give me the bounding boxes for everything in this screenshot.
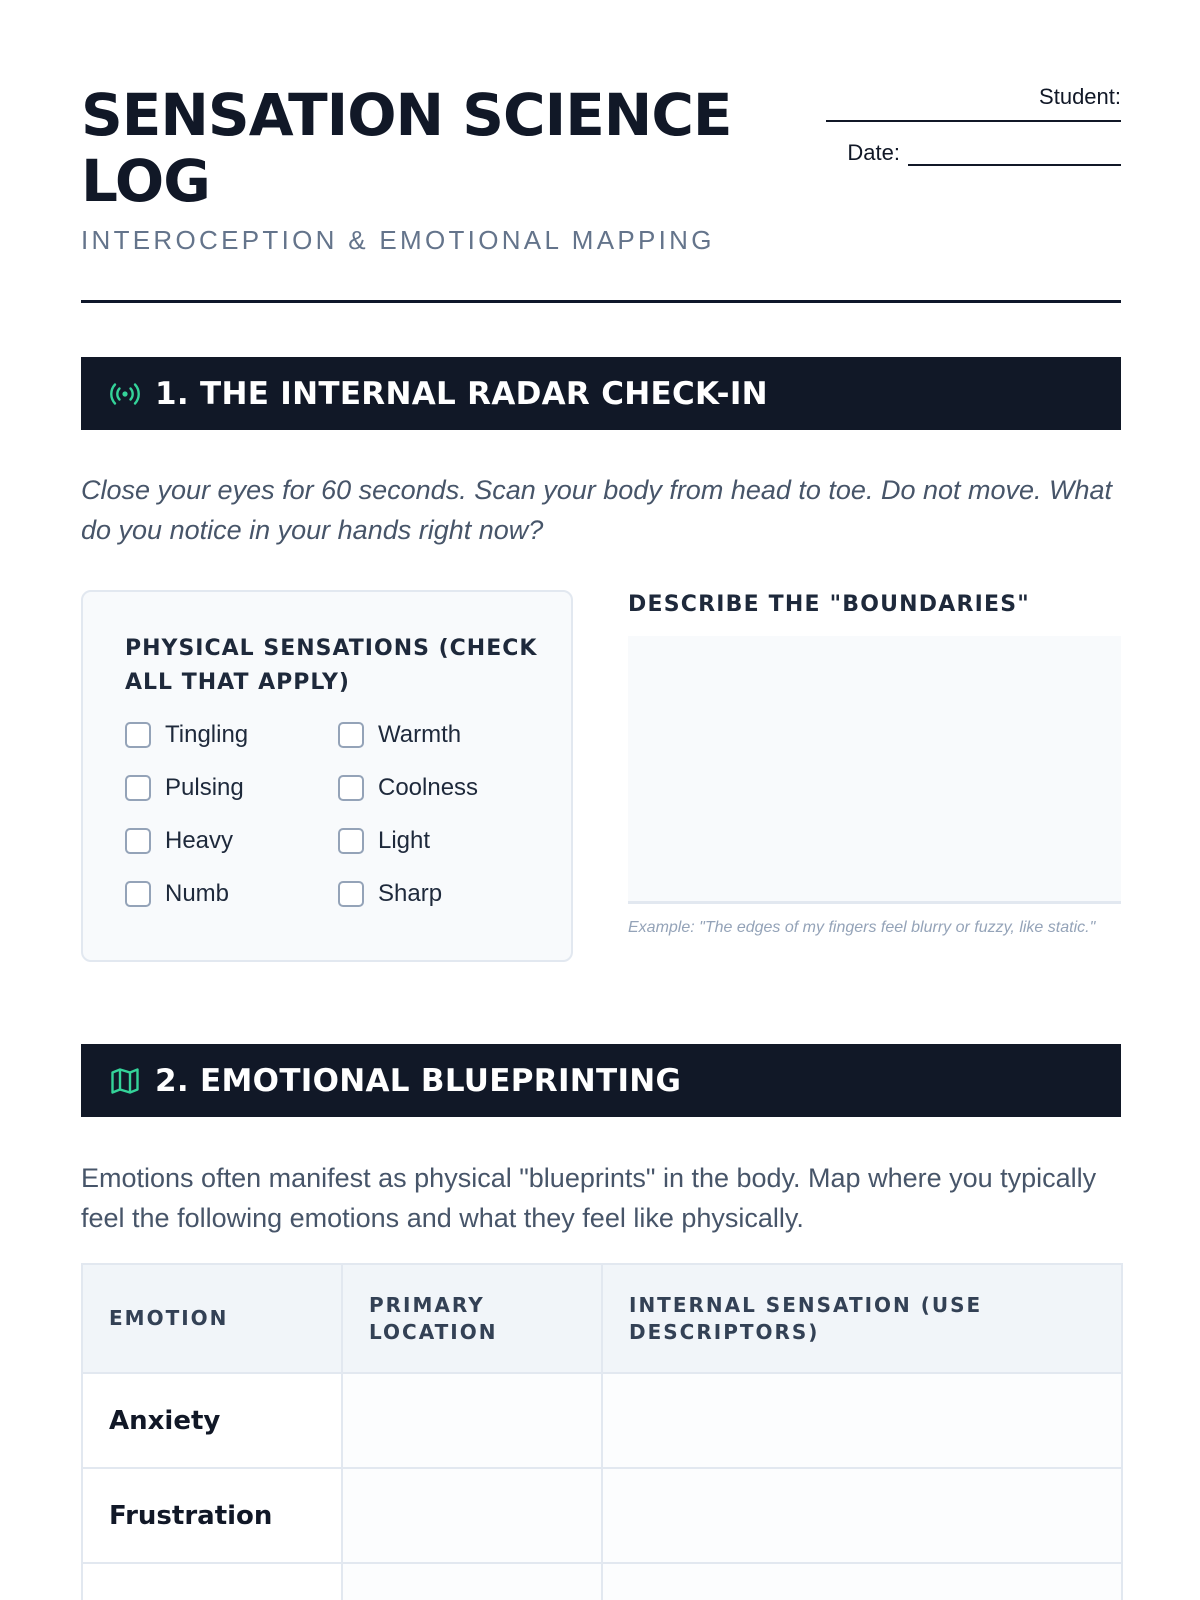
section-2-title: 2. EMOTIONAL BLUEPRINTING — [155, 1062, 682, 1099]
column-header-emotion: EMOTION — [82, 1264, 342, 1373]
checklist-item-label: Sharp — [378, 879, 443, 907]
section-1-instruction: Close your eyes for 60 seconds. Scan your body from head to toe. Do not move. What do you notice in your hands right now? — [81, 475, 1113, 545]
student-name-line[interactable] — [826, 120, 1121, 122]
header-divider — [81, 300, 1121, 303]
date-line[interactable] — [908, 164, 1121, 166]
emotion-cell: Frustration — [82, 1468, 342, 1563]
student-label: Student: — [1039, 84, 1121, 109]
checklist-item-coolness[interactable] — [338, 773, 538, 802]
checkbox[interactable] — [338, 881, 364, 907]
checkbox[interactable] — [125, 828, 151, 854]
date-label: Date: — [847, 140, 900, 165]
checklist-item-label: Numb — [165, 879, 230, 907]
checklist-item-label: Heavy — [165, 826, 234, 854]
checklist-item-numb[interactable] — [125, 879, 338, 908]
checklist-item-sharp[interactable] — [338, 879, 538, 908]
section-1-title: 1. THE INTERNAL RADAR CHECK-IN — [155, 375, 768, 412]
checklist-item-label: Light — [378, 826, 431, 854]
table-row — [82, 1373, 1122, 1468]
checklist-item-tingling[interactable] — [125, 720, 338, 749]
boundaries-textarea[interactable] — [628, 636, 1121, 904]
checkbox[interactable] — [338, 722, 364, 748]
table-row — [82, 1468, 1122, 1563]
checkbox[interactable] — [338, 775, 364, 801]
checklist-item-label: Tingling — [165, 720, 249, 748]
sensation-checklist-card — [81, 590, 573, 962]
page-subtitle: INTEROCEPTION & EMOTIONAL MAPPING — [81, 225, 715, 255]
emotion-cell: Anxiety — [82, 1373, 342, 1468]
sensation-input-cell[interactable] — [602, 1373, 1122, 1468]
checkbox[interactable] — [338, 828, 364, 854]
checklist-grid — [125, 720, 571, 908]
checklist-item-warmth[interactable] — [338, 720, 538, 749]
checkbox[interactable] — [125, 881, 151, 907]
table-header-row — [82, 1264, 1122, 1373]
checkbox[interactable] — [125, 722, 151, 748]
checklist-item-label: Warmth — [378, 720, 462, 748]
page-title: SENSATION SCIENCE LOG — [81, 81, 732, 215]
section-1-header — [81, 357, 1121, 430]
table-row — [82, 1563, 1122, 1600]
emotion-cell — [82, 1563, 342, 1600]
sensation-input-cell[interactable] — [602, 1563, 1122, 1600]
boundaries-example-hint: Example: "The edges of my fingers feel blurry or fuzzy, like static." — [628, 919, 1096, 936]
location-input-cell[interactable] — [342, 1563, 602, 1600]
checklist-item-heavy[interactable] — [125, 826, 338, 855]
title-block — [81, 81, 761, 255]
boundaries-label: DESCRIBE THE "BOUNDARIES" — [628, 592, 1030, 617]
date-row — [821, 138, 1121, 168]
radar-icon — [109, 378, 141, 410]
sensation-input-cell[interactable] — [602, 1468, 1122, 1563]
checklist-item-label: Pulsing — [165, 773, 244, 801]
column-header-location: PRIMARY LOCATION — [342, 1264, 602, 1373]
worksheet-page — [81, 0, 1121, 1600]
checklist-item-light[interactable] — [338, 826, 538, 855]
student-meta — [821, 82, 1121, 168]
section-2-intro: Emotions often manifest as physical "blueprints" in the body. Map where you typically feel the following emotions and what they feel like physically. — [81, 1163, 1097, 1233]
emotion-map-table — [81, 1263, 1121, 1600]
section-2-header — [81, 1044, 1121, 1117]
checklist-label: PHYSICAL SENSATIONS (CHECK ALL THAT APPLY) — [125, 636, 538, 695]
checklist-item-label: Coolness — [378, 773, 479, 801]
checkbox[interactable] — [125, 775, 151, 801]
column-header-sensation: INTERNAL SENSATION (USE DESCRIPTORS) — [602, 1264, 1122, 1373]
checklist-item-pulsing[interactable] — [125, 773, 338, 802]
location-input-cell[interactable] — [342, 1373, 602, 1468]
map-icon — [109, 1065, 141, 1097]
location-input-cell[interactable] — [342, 1468, 602, 1563]
